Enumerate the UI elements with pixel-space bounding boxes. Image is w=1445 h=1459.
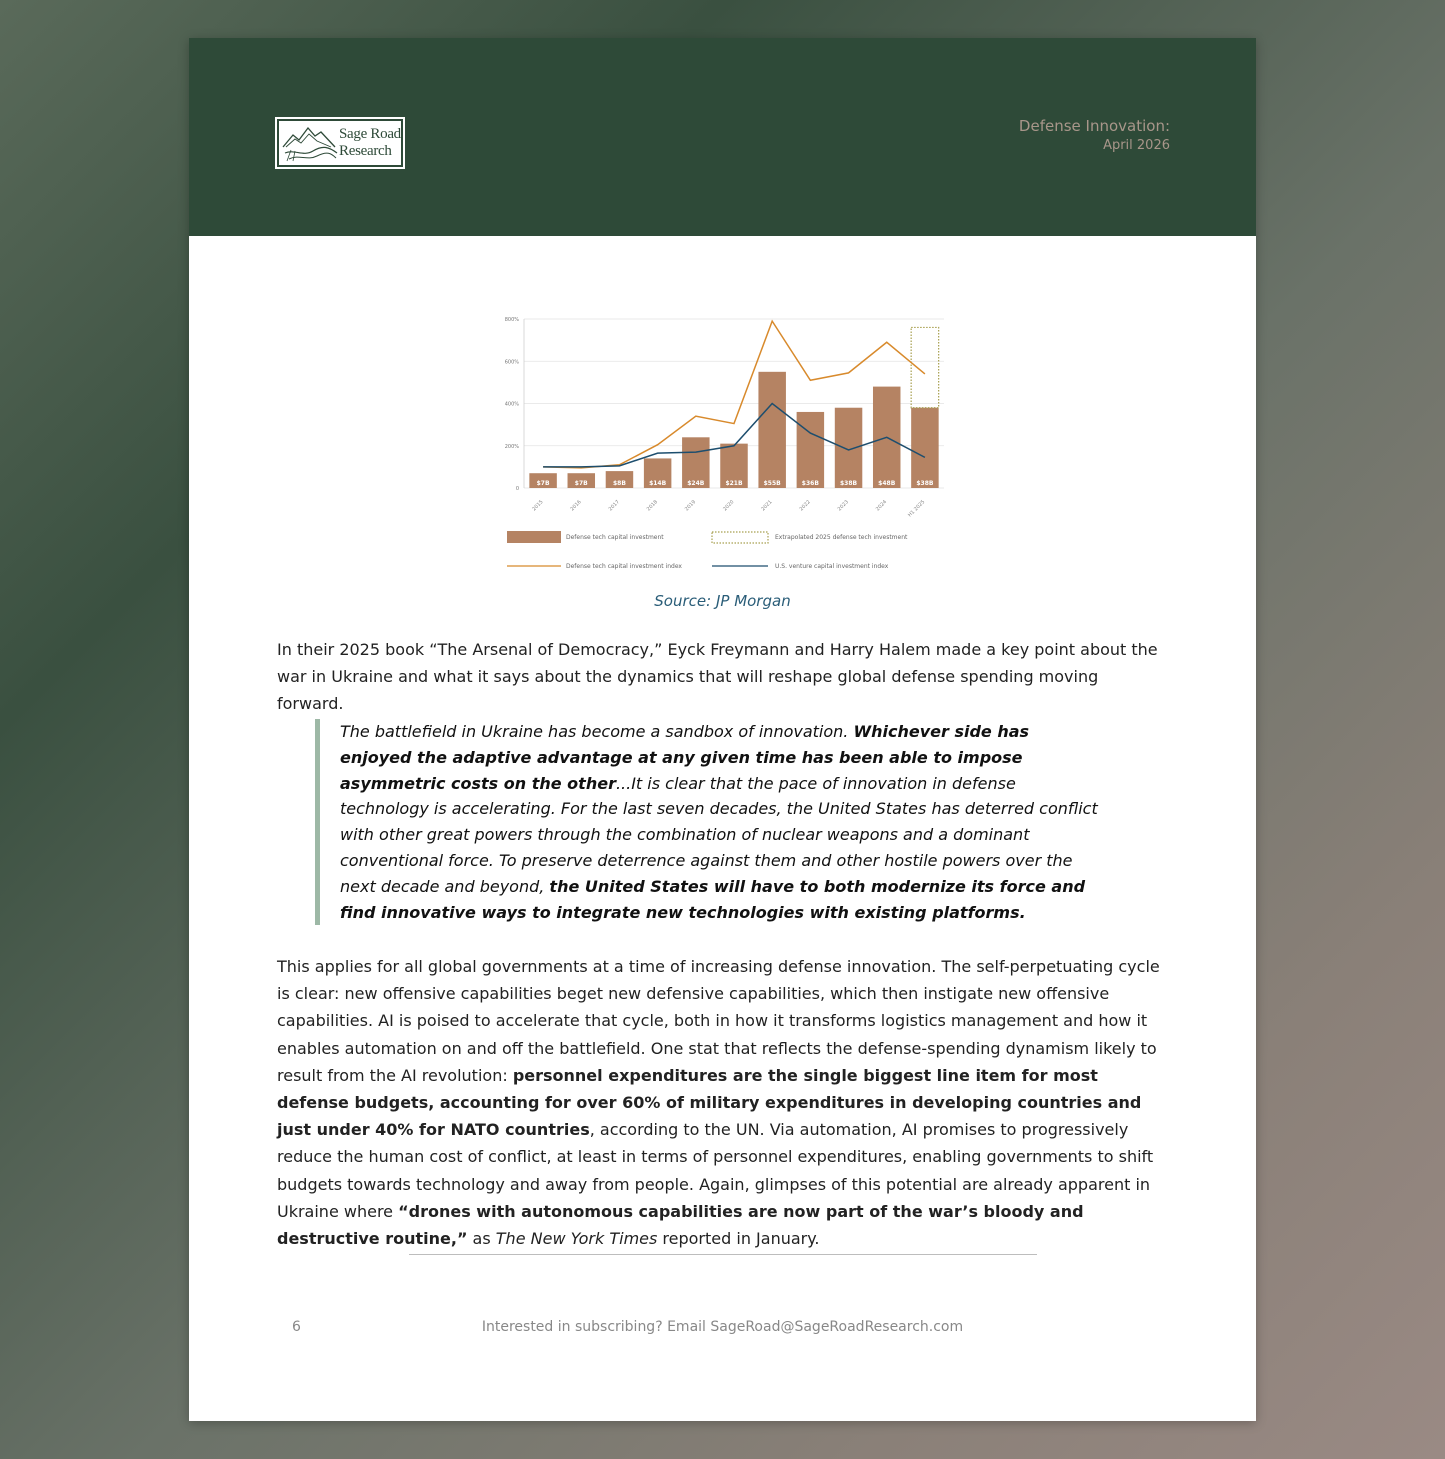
chart-svg bbox=[504, 308, 947, 608]
bar-value-label: $8B bbox=[612, 480, 626, 487]
quote-text bbox=[340, 719, 1100, 925]
x-tick-label: 2019 bbox=[683, 499, 698, 513]
legend-label: Defense tech capital investment bbox=[566, 534, 664, 541]
x-tick-label: 2017 bbox=[607, 499, 621, 513]
bar bbox=[758, 372, 785, 488]
bar bbox=[797, 412, 824, 488]
report-date: April 2026 bbox=[1103, 138, 1170, 153]
x-tick-label: H1 2025 bbox=[907, 499, 927, 519]
intro-paragraph: In their 2025 book “The Arsenal of Democracy,” Eyck Freymann and Harry Halem made a key point about the war in Ukraine and what it says about the dynamics that will reshape global defense spending moving forward. bbox=[277, 640, 1158, 713]
x-tick-label: 2016 bbox=[569, 499, 583, 513]
subscribe-link[interactable]: Interested in subscribing? Email SageRoad@SageRoadResearch.com bbox=[481, 1319, 964, 1335]
investment-chart bbox=[504, 308, 947, 608]
text-segment: This applies for all global governments at a time of increasing defense innovation. The self-perpetuating cycle is clear: new offensive capabilities beget new defensive capabilities, which then instigate new offensive capabilities. AI is poised to accelerate that cycle, both in how it transforms logistics management and how it enables automation on and off the battlefield. One stat that reflects the defense-spending dynamism likely to result from the AI revolution: bbox=[277, 957, 1160, 1085]
legend-label: Extrapolated 2025 defense tech investment bbox=[775, 534, 908, 541]
bold-segment: personnel expenditures are the single biggest line item for most defense budgets, accounting for over 60% of military expenditures in developing countries and just under 40% for NATO countries bbox=[277, 1065, 1142, 1140]
legend-label: Defense tech capital investment index bbox=[566, 563, 682, 570]
report-title: Defense Innovation: bbox=[1018, 117, 1170, 135]
bar bbox=[835, 408, 862, 488]
text-segment: , according to the UN. Via automation, AI promises to progressively reduce the human cost of conflict, at least in terms of personnel expenditures, enabling governments to shift budgets towards technology and away from people. Again, glimpses of this potential are already apparent in Ukraine where bbox=[277, 1120, 1154, 1221]
analysis-paragraph bbox=[277, 953, 1169, 1252]
text-segment: reported in January. bbox=[657, 1229, 820, 1249]
x-tick-label: 2015 bbox=[531, 499, 545, 513]
x-tick-label: 2018 bbox=[645, 499, 660, 513]
page-number: 6 bbox=[292, 1319, 301, 1335]
quote-bold-segment: Whichever side has enjoyed the adaptive advantage at any given time has been able to impose asymmetric costs on the other bbox=[340, 722, 1030, 793]
extrapolated-bar bbox=[911, 327, 938, 407]
quote-segment: ...It is clear that the pace of innovation in defense technology is accelerating. For the last seven decades, the United States has deterred conflict with other great powers through the combination of nuclear weapons and a dominant conventional force. To preserve deterrence against them and other hostile powers over the next decade and beyond, bbox=[340, 773, 1098, 896]
footer-divider bbox=[409, 1254, 1037, 1255]
quote-bold-segment: the United States will have to both modernize its force and find innovative ways to integrate new technologies with existing platforms. bbox=[340, 876, 1086, 922]
logo-line-2: Research bbox=[339, 143, 392, 159]
logo-line-1: Sage Road bbox=[339, 126, 401, 142]
x-tick-label: 2021 bbox=[760, 499, 774, 513]
bar-value-label: $24B bbox=[687, 480, 705, 487]
chart-source: Source: JP Morgan bbox=[654, 592, 791, 610]
x-tick-label: 2023 bbox=[836, 499, 850, 513]
bar-value-label: $7B bbox=[574, 480, 588, 487]
report-page bbox=[189, 38, 1256, 1421]
y-tick-label: 200% bbox=[504, 443, 519, 450]
bar-value-label: $55B bbox=[763, 480, 781, 487]
bar-value-label: $21B bbox=[725, 480, 743, 487]
bar-value-label: $48B bbox=[878, 480, 896, 487]
block-quote bbox=[315, 719, 1100, 925]
bar-value-label: $7B bbox=[536, 480, 550, 487]
publication-name: The New York Times bbox=[495, 1229, 658, 1249]
bar-value-label: $38B bbox=[916, 480, 934, 487]
sage-road-logo bbox=[277, 119, 403, 167]
x-tick-label: 2022 bbox=[798, 499, 812, 513]
y-tick-label: 800% bbox=[504, 317, 519, 323]
bar-value-label: $36B bbox=[801, 480, 819, 487]
x-tick-label: 2024 bbox=[874, 499, 889, 513]
bar-value-label: $14B bbox=[649, 480, 667, 487]
x-tick-label: 2020 bbox=[722, 499, 736, 513]
bold-segment: “drones with autonomous capabilities are now part of the war’s bloody and destructive routine,” bbox=[277, 1201, 1084, 1249]
y-tick-label: 600% bbox=[504, 359, 519, 366]
text-segment: as bbox=[467, 1229, 496, 1249]
mountain-logo-icon bbox=[281, 123, 339, 163]
bar bbox=[911, 408, 938, 488]
legend-swatch-bar bbox=[507, 531, 561, 543]
y-tick-label: 0 bbox=[515, 486, 519, 492]
legend-label: U.S. venture capital investment index bbox=[775, 563, 889, 570]
bar-value-label: $38B bbox=[839, 480, 858, 487]
quote-segment: The battlefield in Ukraine has become a sandbox of innovation. bbox=[340, 722, 854, 741]
page-header bbox=[189, 38, 1256, 236]
legend-swatch-extrapolated bbox=[712, 532, 768, 543]
y-tick-label: 400% bbox=[504, 401, 519, 408]
